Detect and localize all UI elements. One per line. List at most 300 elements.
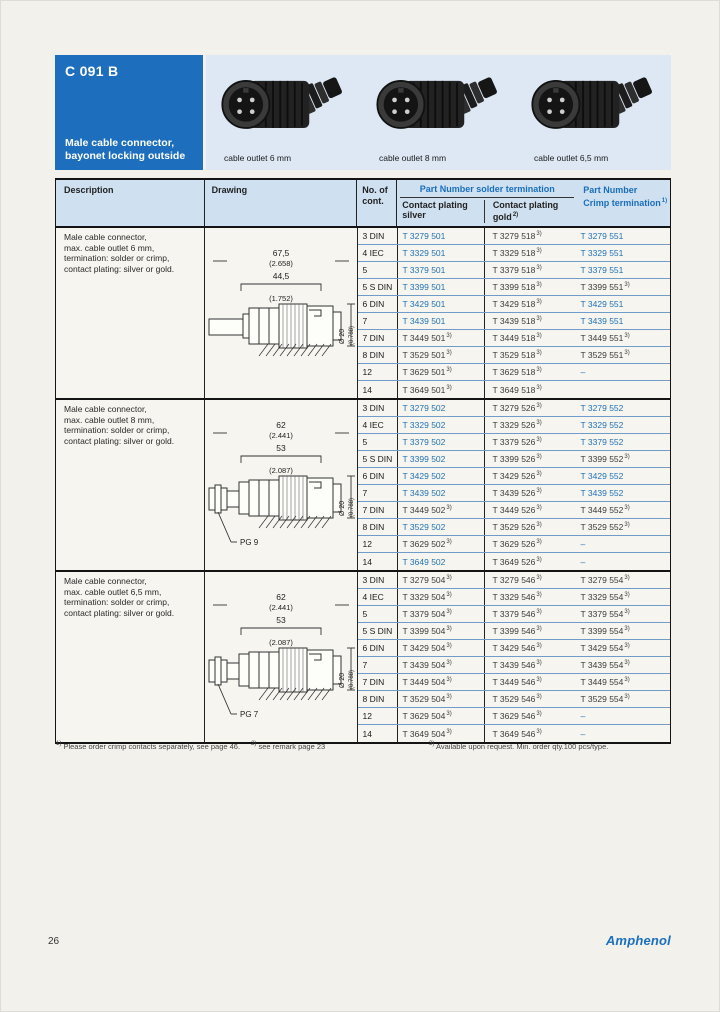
technical-drawing <box>205 416 357 558</box>
table-row <box>358 502 670 519</box>
gold-part-cell <box>485 485 575 501</box>
product-subtitle <box>65 137 185 162</box>
gold-part-cell <box>485 400 575 416</box>
gold-part-cell <box>485 381 575 398</box>
svg-text:Ø 20: Ø 20 <box>338 500 346 516</box>
part-number: T 3329 551 <box>580 248 624 258</box>
description-line: contact plating: silver or gold. <box>64 435 175 446</box>
page-number: 26 <box>48 936 60 947</box>
part-number: T 3529 526$^{3)}$ <box>492 522 542 532</box>
part-number: T 3399 501 <box>402 282 446 292</box>
part-number: T 3379 526$^{3)}$ <box>492 437 542 447</box>
footnote-marker: 3) <box>446 626 452 632</box>
crimp-part-cell <box>575 381 668 398</box>
contacts-cell <box>358 502 398 518</box>
photo-caption-2: cable outlet 8 mm <box>379 153 447 163</box>
part-number: T 3439 546$^{3)}$ <box>492 660 542 670</box>
part-number: T 3379 501 <box>402 265 446 275</box>
silver-part-cell <box>398 657 485 673</box>
table-row <box>358 657 670 674</box>
part-number: T 3449 504$^{3)}$ <box>402 677 452 687</box>
svg-text:62: 62 <box>276 592 286 602</box>
svg-text:53: 53 <box>276 443 286 453</box>
subtitle-line-1: Male cable connector, <box>65 137 175 149</box>
contact-count: 3 DIN <box>362 403 385 413</box>
part-number: T 3439 504$^{3)}$ <box>402 660 452 670</box>
footnote-marker: 3) <box>536 299 542 305</box>
contacts-cell <box>358 468 398 484</box>
svg-text:PG 7: PG 7 <box>239 710 259 719</box>
silver-part-cell <box>398 708 485 724</box>
contacts-cell <box>358 572 398 588</box>
part-number: T 3379 546$^{3)}$ <box>492 609 542 619</box>
not-available-dash: – <box>580 367 586 377</box>
part-number: T 3279 552 <box>580 403 624 413</box>
contact-count: 7 <box>362 660 368 670</box>
photo-caption-3: cable outlet 6,5 mm <box>534 153 609 163</box>
contacts-cell <box>358 330 398 346</box>
description-line: termination: solder or crimp, <box>64 253 170 263</box>
table-row <box>358 623 670 640</box>
table-section-1 <box>56 228 670 400</box>
footnote-marker: 3) <box>624 609 630 615</box>
table-row <box>358 313 670 330</box>
footnote-marker: 3) <box>446 333 452 339</box>
footnote-marker: 3) <box>536 333 542 339</box>
footnote-marker: 3) <box>624 677 630 683</box>
crimp-part-cell <box>575 485 668 501</box>
connector-photo-icon <box>214 61 352 147</box>
gold-part-cell <box>485 572 575 588</box>
footnote-marker: 3) <box>536 454 542 460</box>
silver-part-cell <box>398 381 485 398</box>
part-number: T 3329 526$^{3)}$ <box>492 420 542 430</box>
product-photos-panel <box>206 55 671 170</box>
col-header-contacts: No. of cont. <box>357 180 397 226</box>
silver-part-cell <box>398 623 485 639</box>
svg-text:Ø 20: Ø 20 <box>338 328 346 344</box>
part-number: T 3449 546$^{3)}$ <box>492 677 542 687</box>
contact-count: 8 DIN <box>362 522 385 532</box>
table-row <box>358 589 670 606</box>
contacts-cell <box>358 691 398 707</box>
table-sections <box>56 228 670 742</box>
crimp-part-cell <box>575 364 668 380</box>
part-number: T 3329 504$^{3)}$ <box>402 592 452 602</box>
gold-part-cell <box>485 640 575 656</box>
table-row <box>358 417 670 434</box>
part-number: T 3329 552 <box>580 420 624 430</box>
crimp-part-cell <box>575 536 668 552</box>
contact-count: 6 DIN <box>362 643 385 653</box>
contact-count: 12 <box>362 539 372 549</box>
svg-text:(2.087): (2.087) <box>268 466 293 475</box>
part-number: T 3529 501$^{3)}$ <box>402 350 452 360</box>
not-available-dash: – <box>580 728 586 739</box>
part-number: T 3429 554$^{3)}$ <box>580 643 630 653</box>
part-number: T 3399 518$^{3)}$ <box>492 282 542 292</box>
contacts-cell <box>358 245 398 261</box>
connector-photo-icon <box>369 61 507 147</box>
contact-count: 6 DIN <box>362 299 385 309</box>
contact-count: 7 DIN <box>362 505 385 515</box>
crimp-part-cell <box>575 417 668 433</box>
contacts-cell <box>358 589 398 605</box>
footnote-marker: 3) <box>536 556 542 563</box>
part-number: T 3279 554$^{3)}$ <box>580 575 630 585</box>
part-number: T 3429 518$^{3)}$ <box>492 299 542 309</box>
gold-part-cell <box>485 296 575 312</box>
gold-part-cell <box>485 228 575 244</box>
description-cell <box>56 228 205 398</box>
crimp-part-cell <box>575 623 668 639</box>
footnote-marker: 3) <box>536 643 542 649</box>
connector-photo-2 <box>361 55 516 170</box>
drawing-cell <box>205 400 358 570</box>
contacts-cell <box>358 725 398 742</box>
footnote-marker: 3) <box>446 592 452 598</box>
part-number: T 3629 526$^{3)}$ <box>492 539 542 549</box>
svg-text:(2.658): (2.658) <box>268 259 293 268</box>
footnote-marker: 3) <box>536 384 542 391</box>
gold-part-cell <box>485 347 575 363</box>
footnote-marker: 3) <box>624 643 630 649</box>
crimp-part-cell <box>575 279 668 295</box>
gold-part-cell <box>485 364 575 380</box>
description-line: max. cable outlet 6 mm, <box>64 242 155 253</box>
crimp-part-cell <box>575 725 668 742</box>
footnote-marker: 3) <box>624 522 630 528</box>
crimp-part-cell <box>575 519 668 535</box>
contacts-cell <box>358 417 398 433</box>
footnote-3: $^{3)}$ Available upon request. Min. order qty.100 pcs/type. <box>429 741 609 751</box>
part-number: T 3629 546$^{3)}$ <box>492 711 542 721</box>
contact-count: 5 S DIN <box>362 626 393 636</box>
description-cell <box>56 400 205 570</box>
silver-part-cell <box>398 519 485 535</box>
part-number: T 3439 552 <box>580 488 624 498</box>
contacts-cell <box>358 606 398 622</box>
crimp-part-cell <box>575 228 668 244</box>
footnote-marker: 3) <box>536 403 542 409</box>
part-number: T 3379 502 <box>402 437 446 447</box>
silver-part-cell <box>398 691 485 707</box>
contacts-cell <box>358 228 398 244</box>
footnote-marker: 3) <box>536 575 542 581</box>
part-number: T 3399 526$^{3)}$ <box>492 454 542 464</box>
not-available-dash: – <box>580 711 586 721</box>
part-number: T 3429 526$^{3)}$ <box>492 471 542 481</box>
table-row <box>358 400 670 417</box>
gold-part-cell <box>485 279 575 295</box>
contact-count: 14 <box>362 556 372 567</box>
part-number: T 3379 518$^{3)}$ <box>492 265 542 275</box>
part-number: T 3399 504$^{3)}$ <box>402 626 452 636</box>
col-header-drawing: Drawing <box>205 180 358 226</box>
footnote-marker: 3) <box>446 677 452 683</box>
silver-part-cell <box>398 262 485 278</box>
footnote-marker: 3) <box>536 677 542 683</box>
footnote-marker: 3) <box>536 437 542 443</box>
table-row <box>358 572 670 589</box>
part-number: T 3449 518$^{3)}$ <box>492 333 542 343</box>
part-number: T 3449 502$^{3)}$ <box>402 505 452 515</box>
svg-text:(0.788): (0.788) <box>348 325 355 345</box>
silver-part-cell <box>398 228 485 244</box>
svg-text:Ø 20: Ø 20 <box>338 672 346 688</box>
part-number: T 3529 552$^{3)}$ <box>580 522 630 532</box>
col-header-crimp: Part Number Crimp termination$^{1)}$ <box>583 185 668 208</box>
footnote-2: $^{2)}$ see remark page 23 <box>251 741 326 751</box>
part-number: T 3279 502 <box>402 403 446 413</box>
crimp-part-cell <box>575 296 668 312</box>
connector-photo-1 <box>206 55 361 170</box>
contact-count: 6 DIN <box>362 471 385 481</box>
contact-count: 14 <box>362 384 372 395</box>
footnote-marker: 3) <box>536 660 542 666</box>
contacts-cell <box>358 296 398 312</box>
table-footnotes <box>55 741 671 751</box>
silver-part-cell <box>398 485 485 501</box>
description-line: Male cable connector, <box>64 576 147 586</box>
gold-part-cell <box>485 674 575 690</box>
description-line: max. cable outlet 8 mm, <box>64 414 155 425</box>
part-number: T 3449 554$^{3)}$ <box>580 677 630 687</box>
footnote-marker: 3) <box>624 350 630 356</box>
part-number: T 3649 502 <box>402 556 446 567</box>
part-number: T 3449 552$^{3)}$ <box>580 505 630 515</box>
part-number: T 3529 504$^{3)}$ <box>402 694 452 704</box>
product-title-box <box>55 55 203 170</box>
crimp-part-cell <box>575 553 668 570</box>
gold-part-cell <box>485 536 575 552</box>
contacts-cell <box>358 708 398 724</box>
contact-count: 14 <box>362 728 372 739</box>
crimp-part-cell <box>575 708 668 724</box>
part-number: T 3429 501 <box>402 299 446 309</box>
description-line: termination: solder or crimp, <box>64 597 170 607</box>
crimp-part-cell <box>575 245 668 261</box>
silver-part-cell <box>398 553 485 570</box>
footnote-marker: 3) <box>446 350 452 356</box>
gold-part-cell <box>485 553 575 570</box>
part-number: T 3449 551$^{3)}$ <box>580 333 630 343</box>
footnote-marker: 3) <box>446 539 452 545</box>
table-row <box>358 279 670 296</box>
table-row <box>358 606 670 623</box>
table-section-3 <box>56 572 670 742</box>
part-number: T 3279 546$^{3)}$ <box>492 575 542 585</box>
part-number: T 3279 551 <box>580 231 624 241</box>
footnote-marker: 3) <box>446 384 452 391</box>
contacts-cell <box>358 451 398 467</box>
contact-count: 4 IEC <box>362 248 384 258</box>
silver-part-cell <box>398 451 485 467</box>
gold-part-cell <box>485 502 575 518</box>
technical-drawing <box>205 244 357 386</box>
footnote-marker: 3) <box>624 575 630 581</box>
silver-part-cell <box>398 674 485 690</box>
silver-part-cell <box>398 606 485 622</box>
crimp-part-cell <box>575 313 668 329</box>
crimp-part-cell <box>575 468 668 484</box>
footnote-marker: 3) <box>624 626 630 632</box>
contacts-cell <box>358 279 398 295</box>
part-number: T 3629 501$^{3)}$ <box>402 367 452 377</box>
part-number: T 3449 526$^{3)}$ <box>492 505 542 515</box>
crimp-part-cell <box>575 657 668 673</box>
contacts-cell <box>358 364 398 380</box>
contact-count: 5 <box>362 609 368 619</box>
footnote-marker: 3) <box>624 505 630 511</box>
crimp-part-cell <box>575 434 668 450</box>
gold-part-cell <box>485 606 575 622</box>
part-number: T 3629 504$^{3)}$ <box>402 711 452 721</box>
contact-count: 4 IEC <box>362 420 384 430</box>
part-number: T 3329 554$^{3)}$ <box>580 592 630 602</box>
contacts-cell <box>358 434 398 450</box>
table-row <box>358 536 670 553</box>
table-row <box>358 519 670 536</box>
table-row <box>358 674 670 691</box>
contact-count: 5 <box>362 437 368 447</box>
contact-count: 12 <box>362 367 372 377</box>
footnote-marker: 3) <box>536 626 542 632</box>
silver-part-cell <box>398 502 485 518</box>
footnote-marker: 3) <box>624 694 630 700</box>
gold-part-cell <box>485 691 575 707</box>
footnote-1: $^{1)}$ Please order crimp contacts separately, see page 46. <box>56 741 241 751</box>
footnote-marker: 3) <box>446 505 452 511</box>
part-number: T 3379 551 <box>580 265 624 275</box>
subtitle-line-2: bayonet locking outside <box>65 149 186 162</box>
not-available-dash: – <box>580 539 586 549</box>
table-row <box>358 553 670 570</box>
svg-text:(2.441): (2.441) <box>268 603 293 612</box>
svg-text:(0.788): (0.788) <box>348 497 355 517</box>
svg-text:44,5: 44,5 <box>272 271 290 281</box>
connector-photo-icon <box>524 61 662 147</box>
contacts-cell <box>358 381 398 398</box>
part-number: T 3439 551 <box>580 316 624 326</box>
silver-part-cell <box>398 245 485 261</box>
part-number: T 3329 518$^{3)}$ <box>492 248 542 258</box>
crimp-part-cell <box>575 640 668 656</box>
table-header <box>56 180 670 228</box>
description-line: contact plating: silver or gold. <box>64 607 175 618</box>
table-row <box>358 364 670 381</box>
footnote-marker: 3) <box>536 694 542 700</box>
footnote-marker: 3) <box>536 471 542 477</box>
footnote-marker: 3) <box>536 711 542 717</box>
table-row <box>358 228 670 245</box>
footnote-marker: 3) <box>536 420 542 426</box>
footnote-marker: 3) <box>446 609 452 615</box>
footnote-marker: 3) <box>536 231 542 237</box>
footnote-marker: 3) <box>624 592 630 598</box>
part-number: T 3649 501$^{3)}$ <box>402 384 452 395</box>
contact-count: 5 S DIN <box>362 454 393 464</box>
footnote-marker: 3) <box>536 539 542 545</box>
part-number: T 3529 518$^{3)}$ <box>492 350 542 360</box>
footnote-marker: 3) <box>624 660 630 666</box>
silver-part-cell <box>398 589 485 605</box>
footnote-marker: 3) <box>536 728 542 735</box>
footnote-marker: 3) <box>624 333 630 339</box>
part-number: T 3379 552 <box>580 437 624 447</box>
footnote-marker: 3) <box>536 282 542 288</box>
crimp-part-cell <box>575 502 668 518</box>
contacts-cell <box>358 313 398 329</box>
contact-count: 5 S DIN <box>362 282 393 292</box>
footnote-marker: 3) <box>446 728 452 735</box>
crimp-part-cell <box>575 400 668 416</box>
contacts-cell <box>358 485 398 501</box>
drawing-cell <box>205 228 358 398</box>
table-section-2 <box>56 400 670 572</box>
contact-count: 12 <box>362 711 372 721</box>
part-number: T 3439 518$^{3)}$ <box>492 316 542 326</box>
silver-part-cell <box>398 279 485 295</box>
table-row <box>358 347 670 364</box>
table-row <box>358 691 670 708</box>
footnote-marker: 3) <box>624 454 630 460</box>
contacts-cell <box>358 657 398 673</box>
silver-part-cell <box>398 400 485 416</box>
contacts-cell <box>358 623 398 639</box>
part-number-rows <box>358 400 670 570</box>
footnote-marker: 3) <box>536 488 542 494</box>
contacts-cell <box>358 674 398 690</box>
silver-part-cell <box>398 572 485 588</box>
part-number: T 3629 518$^{3)}$ <box>492 367 542 377</box>
contact-count: 8 DIN <box>362 350 385 360</box>
footnote-marker: 1) <box>661 197 668 204</box>
footnote-marker: 3) <box>536 609 542 615</box>
description-line: termination: solder or crimp, <box>64 425 170 435</box>
footnote-marker: 3) <box>446 367 452 373</box>
silver-part-cell <box>398 640 485 656</box>
contact-count: 4 IEC <box>362 592 384 602</box>
product-model: C 091 B <box>65 63 119 79</box>
svg-text:67,5: 67,5 <box>272 248 290 258</box>
silver-part-cell <box>398 364 485 380</box>
gold-part-cell <box>485 519 575 535</box>
part-number: T 3439 501 <box>402 316 446 326</box>
svg-text:(1.752): (1.752) <box>268 294 293 303</box>
gold-part-cell <box>485 708 575 724</box>
table-row <box>358 451 670 468</box>
table-row <box>358 381 670 398</box>
col-header-solder-group <box>397 180 577 226</box>
part-number: T 3429 502 <box>402 471 446 481</box>
silver-part-cell <box>398 417 485 433</box>
connector-photo-3 <box>516 55 671 170</box>
table-row <box>358 434 670 451</box>
svg-text:(0.788): (0.788) <box>348 669 355 689</box>
part-number: T 3439 526$^{3)}$ <box>492 488 542 498</box>
silver-part-cell <box>398 313 485 329</box>
table-row <box>358 708 670 725</box>
part-number: T 3529 551$^{3)}$ <box>580 350 630 360</box>
technical-drawing <box>205 588 357 730</box>
contacts-cell <box>358 262 398 278</box>
footnote-marker: 3) <box>536 592 542 598</box>
footnote-marker: 3) <box>446 660 452 666</box>
description-cell <box>56 572 205 742</box>
svg-text:(2.087): (2.087) <box>268 638 293 647</box>
footnote-marker: 3) <box>446 711 452 717</box>
